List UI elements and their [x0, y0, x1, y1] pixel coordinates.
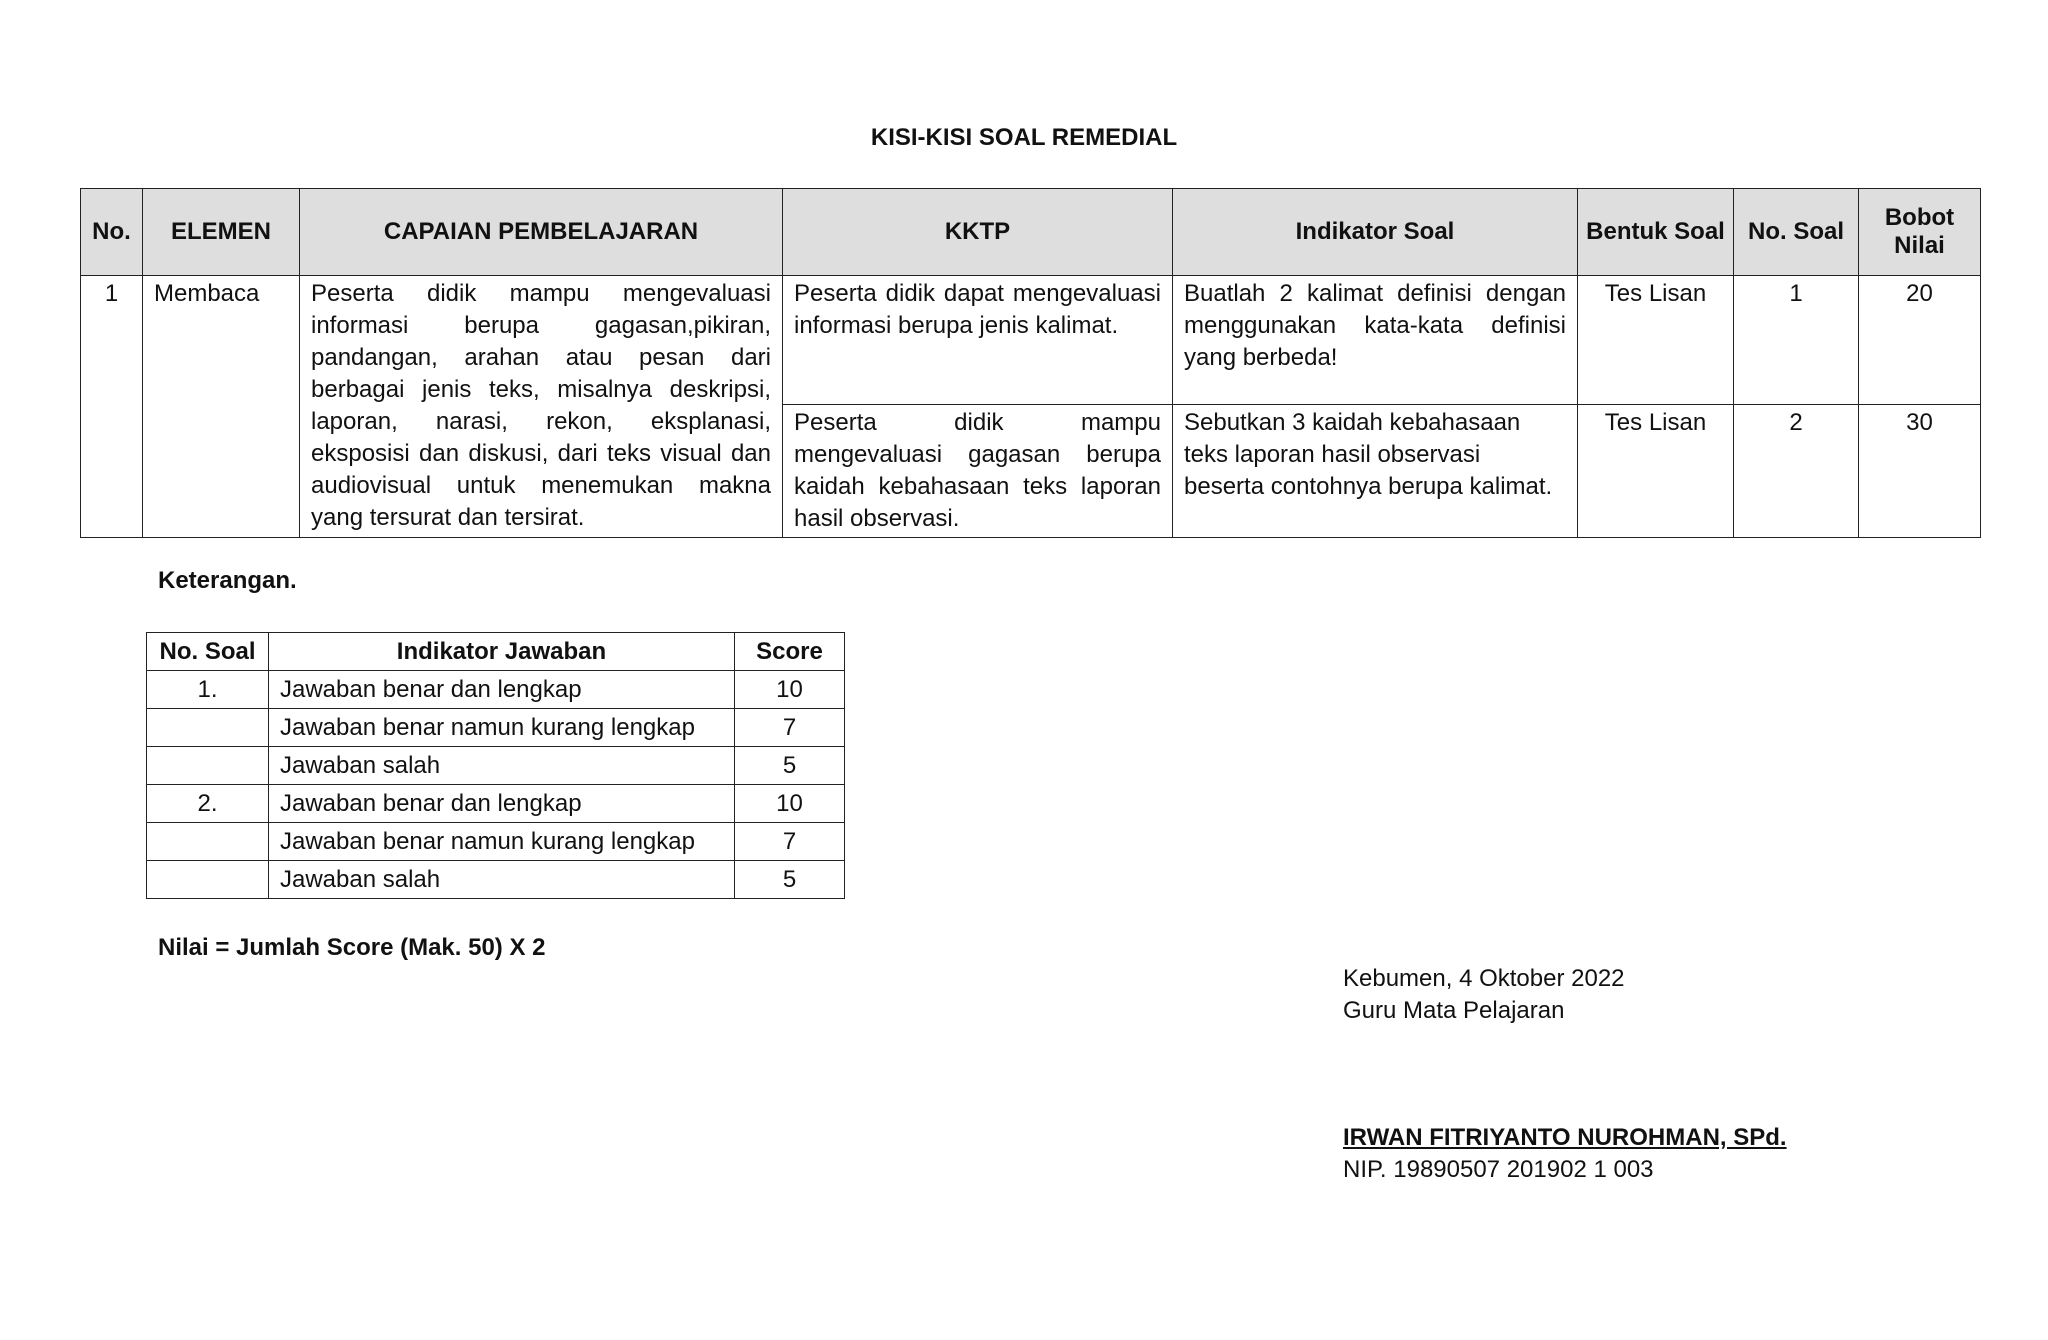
header-no: No. — [81, 189, 143, 276]
score-header-no-soal: No. Soal — [147, 633, 269, 671]
score-row — [147, 671, 845, 709]
signer-role: Guru Mata Pelajaran — [1343, 997, 1565, 1024]
score-indikator: Jawaban benar namun kurang lengkap — [269, 823, 735, 861]
nilai-formula: Nilai = Jumlah Score (Mak. 50) X 2 — [158, 934, 546, 961]
score-value: 10 — [735, 671, 845, 709]
score-no-soal — [147, 823, 269, 861]
score-header-score: Score — [735, 633, 845, 671]
score-no-soal: 2. — [147, 785, 269, 823]
score-value: 10 — [735, 785, 845, 823]
score-row — [147, 861, 845, 899]
kisi-kisi-table — [80, 188, 1981, 538]
header-row — [81, 189, 1981, 276]
score-indikator: Jawaban benar dan lengkap — [269, 785, 735, 823]
table-row — [81, 276, 1981, 405]
bentuk-soal-cell: Tes Lisan — [1578, 276, 1734, 405]
score-indikator: Jawaban benar dan lengkap — [269, 671, 735, 709]
score-indikator: Jawaban benar namun kurang lengkap — [269, 709, 735, 747]
header-capaian: CAPAIAN PEMBELAJARAN — [300, 189, 783, 276]
score-value: 5 — [735, 861, 845, 899]
indikator-soal-cell: Buatlah 2 kalimat definisi dengan menggunakan kata-kata definisi yang berbeda! — [1173, 276, 1578, 405]
place-date: Kebumen, 4 Oktober 2022 — [1343, 965, 1625, 992]
bobot-nilai-cell: 30 — [1859, 405, 1981, 538]
score-table — [146, 632, 845, 899]
score-indikator: Jawaban salah — [269, 747, 735, 785]
score-no-soal: 1. — [147, 671, 269, 709]
score-row — [147, 747, 845, 785]
score-no-soal — [147, 709, 269, 747]
no-soal-cell: 2 — [1734, 405, 1859, 538]
score-header-row — [147, 633, 845, 671]
header-bobot-nilai: Bobot Nilai — [1859, 189, 1981, 276]
score-row — [147, 709, 845, 747]
elemen-cell: Membaca — [143, 276, 300, 538]
kktp-cell: Peserta didik dapat mengevaluasi informasi berupa jenis kalimat. — [783, 276, 1173, 405]
score-row — [147, 785, 845, 823]
score-header-indikator: Indikator Jawaban — [269, 633, 735, 671]
score-value: 5 — [735, 747, 845, 785]
no-soal-cell: 1 — [1734, 276, 1859, 405]
kktp-cell: Peserta didik mampu mengevaluasi gagasan berupa kaidah kebahasaan teks laporan hasil observasi. — [783, 405, 1173, 538]
bentuk-soal-cell: Tes Lisan — [1578, 405, 1734, 538]
score-value: 7 — [735, 709, 845, 747]
header-bentuk-soal: Bentuk Soal — [1578, 189, 1734, 276]
score-no-soal — [147, 861, 269, 899]
signer-nip: NIP. 19890507 201902 1 003 — [1343, 1156, 1654, 1183]
header-no-soal: No. Soal — [1734, 189, 1859, 276]
keterangan-heading: Keterangan. — [158, 567, 297, 594]
score-value: 7 — [735, 823, 845, 861]
header-elemen: ELEMEN — [143, 189, 300, 276]
header-indikator-soal: Indikator Soal — [1173, 189, 1578, 276]
score-indikator: Jawaban salah — [269, 861, 735, 899]
signer-name: IRWAN FITRIYANTO NUROHMAN, SPd. — [1343, 1124, 1787, 1151]
score-no-soal — [147, 747, 269, 785]
bobot-nilai-cell: 20 — [1859, 276, 1981, 405]
header-kktp: KKTP — [783, 189, 1173, 276]
capaian-cell: Peserta didik mampu mengevaluasi informasi berupa gagasan,pikiran, pandangan, arahan atau pesan dari berbagai jenis teks, misalnya deskripsi, laporan, narasi, rekon, eksplanasi, eksposisi dan diskusi, dari teks visual dan audiovisual untuk menemukan makna yang tersurat dan tersirat. — [300, 276, 783, 538]
document-title: KISI-KISI SOAL REMEDIAL — [870, 124, 1178, 151]
indikator-soal-cell: Sebutkan 3 kaidah kebahasaan teks laporan hasil observasi beserta contohnya berupa kalimat. — [1173, 405, 1578, 538]
score-row — [147, 823, 845, 861]
row-number: 1 — [81, 276, 143, 538]
